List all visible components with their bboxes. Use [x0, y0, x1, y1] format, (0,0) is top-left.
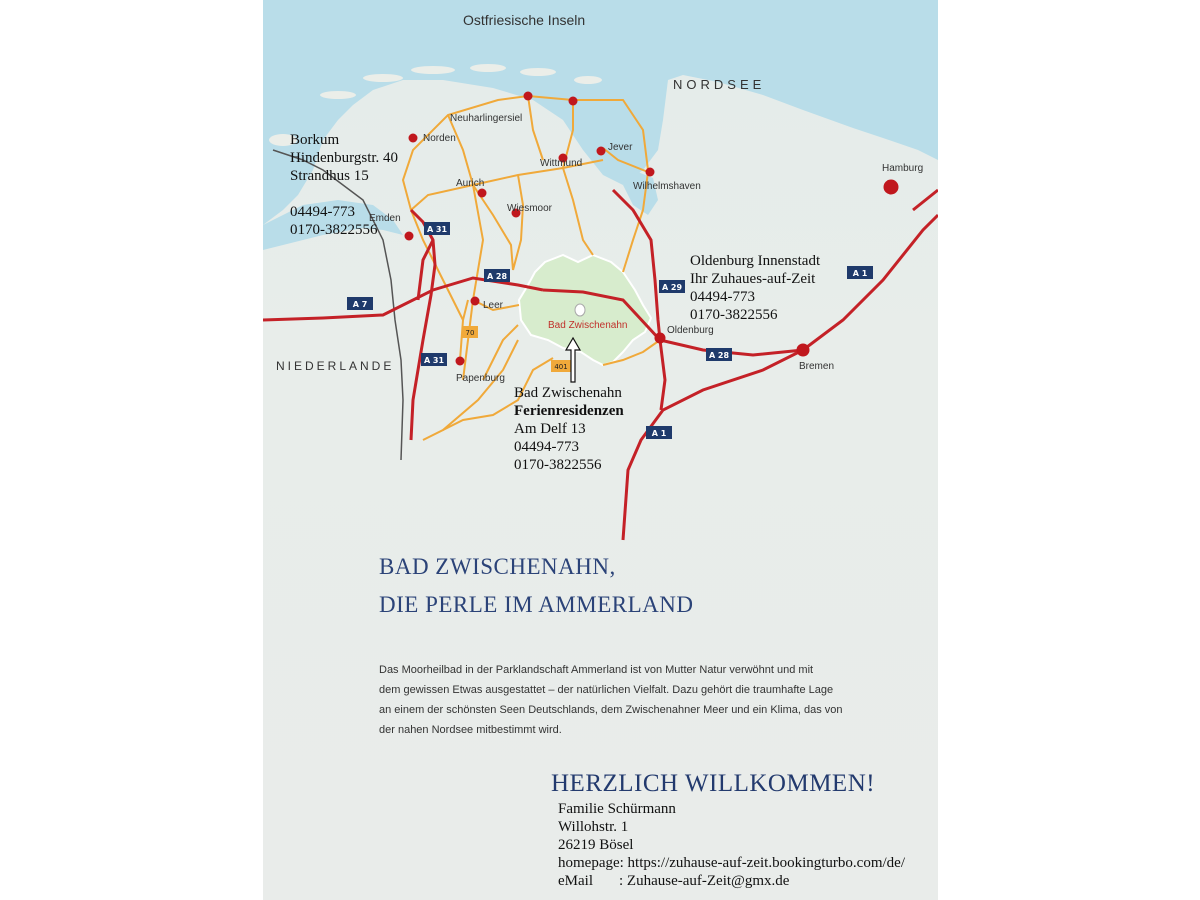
- email-label: eMail: [558, 873, 593, 889]
- shield-a31-north: [424, 222, 450, 235]
- note-line: Am Delf 13: [514, 421, 586, 437]
- town-label: Hamburg: [882, 163, 924, 174]
- note-line: Strandhus 15: [290, 168, 369, 184]
- svg-text:A 28: A 28: [708, 351, 730, 360]
- town-label: Jever: [608, 142, 633, 153]
- highlight-region-label: Bad Zwischenahn: [548, 320, 628, 331]
- heading-line: BAD ZWISCHENAHN,: [379, 554, 616, 579]
- oldenburg-note: [690, 252, 820, 324]
- contact-street: Willohstr. 1: [558, 819, 629, 835]
- note-line: Hindenburgstr. 40: [290, 150, 399, 166]
- town-label: Papenburg: [456, 373, 505, 384]
- contact-name: Familie Schürmann: [558, 801, 676, 817]
- note-line: 04494-773: [290, 204, 355, 220]
- email-value[interactable]: : Zuhause-auf-Zeit@gmx.de: [619, 873, 790, 889]
- svg-text:A 1: A 1: [852, 269, 868, 278]
- svg-text:A 28: A 28: [486, 272, 508, 281]
- heading-line: DIE PERLE IM AMMERLAND: [379, 592, 694, 617]
- town-label: Emden: [369, 213, 401, 224]
- town-label: Leer: [483, 300, 504, 311]
- note-line: Bad Zwischenahn: [514, 385, 622, 401]
- bad-zwischenahn-note: [514, 384, 624, 474]
- svg-text:A 7: A 7: [352, 300, 368, 309]
- contact-homepage[interactable]: homepage: https://zuhause-auf-zeit.bookingturbo.com/de/: [558, 855, 905, 871]
- note-line: Ferienresidenzen: [514, 403, 624, 419]
- svg-text:A 31: A 31: [426, 225, 448, 234]
- svg-text:A 29: A 29: [661, 283, 683, 292]
- svg-text:401: 401: [554, 363, 568, 371]
- shield-a28-west: [484, 269, 510, 282]
- intro-line: an einem der schönsten Seen Deutschlands, dem Zwischenahner Meer und ein Klima, das von: [379, 704, 843, 716]
- town-label: Oldenburg: [667, 325, 714, 336]
- contact-city: 26219 Bösel: [558, 837, 634, 853]
- town-label: Wiesmoor: [507, 203, 553, 214]
- shield-a31-south: [421, 353, 447, 366]
- town-label: Norden: [423, 133, 456, 144]
- note-line: 04494-773: [690, 289, 755, 305]
- note-line: Ihr Zuhaues-auf-Zeit: [690, 271, 816, 287]
- shield-a7: [347, 297, 373, 310]
- note-line: Oldenburg Innenstadt: [690, 253, 821, 269]
- note-line: 0170-3822556: [290, 222, 378, 238]
- town-label: Bremen: [799, 361, 835, 372]
- intro-line: Das Moorheilbad in der Parklandschaft Ammerland ist von Mutter Natur verwöhnt und mit: [379, 664, 814, 676]
- svg-text:70: 70: [465, 329, 475, 337]
- note-line: 0170-3822556: [514, 457, 602, 473]
- town-label: Wittmund: [540, 158, 583, 169]
- welcome-heading: HERZLICH WILLKOMMEN!: [551, 770, 876, 797]
- intro-line: dem gewissen Etwas ausgestattet – der natürlichen Vielfalt. Dazu gehört die traumhafte Lage: [379, 684, 834, 696]
- note-line: Borkum: [290, 132, 340, 148]
- note-line: 0170-3822556: [690, 307, 778, 323]
- road-401: [551, 360, 571, 372]
- contact-block: [558, 800, 905, 890]
- intro-paragraph: [379, 660, 874, 740]
- country-label: NIEDERLANDE: [276, 359, 395, 373]
- shield-a29: [659, 280, 685, 293]
- page-heading: [379, 548, 693, 624]
- town-label: Aurich: [456, 178, 485, 189]
- sea-label: NORDSEE: [673, 77, 766, 92]
- borkum-note: [290, 131, 398, 239]
- svg-text:A 1: A 1: [651, 429, 667, 438]
- svg-text:A 31: A 31: [423, 356, 445, 365]
- shield-a1-north: [847, 266, 873, 279]
- note-line: [290, 185, 398, 203]
- islands-label: Ostfriesische Inseln: [463, 12, 586, 28]
- town-label: Neuharlingersiel: [450, 113, 523, 124]
- note-line: 04494-773: [514, 439, 579, 455]
- zwischenahner-meer: [575, 304, 585, 316]
- road-70: [462, 326, 478, 338]
- shield-a1-south: [646, 426, 672, 439]
- shield-a28-east: [706, 348, 732, 361]
- intro-line: der nahen Nordsee mitbestimmt wird.: [379, 724, 562, 736]
- town-label: Wilhelmshaven: [633, 181, 701, 192]
- contact-email-row: [558, 872, 905, 890]
